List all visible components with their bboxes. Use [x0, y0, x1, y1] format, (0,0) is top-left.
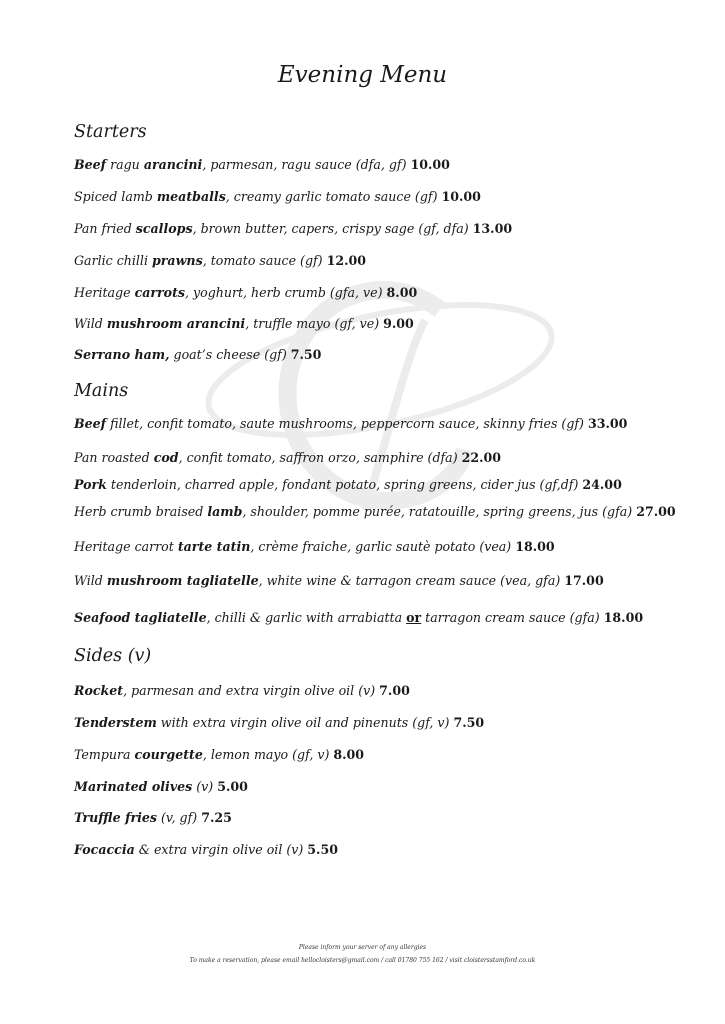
- item-text: tenderloin, charred apple, fondant potato, spring greens, cider jus (gf,df): [106, 477, 583, 492]
- item-price: 18.00: [515, 539, 555, 554]
- menu-item: [74, 842, 338, 857]
- menu-item: [74, 747, 364, 762]
- item-name: courgette: [134, 747, 203, 762]
- menu-item: [74, 477, 622, 492]
- item-name: Seafood tagliatelle: [74, 610, 207, 625]
- item-name: cod: [153, 450, 179, 465]
- item-text: , white wine & tarragon cream sauce (vea, gfa): [258, 573, 565, 588]
- item-price: 12.00: [326, 253, 367, 268]
- item-text: (v): [192, 779, 218, 794]
- section-title-sides: Sides (v): [74, 646, 152, 666]
- menu-item: [74, 539, 555, 554]
- item-text: Garlic chilli: [74, 253, 152, 268]
- item-text: Wild: [74, 573, 107, 588]
- item-price: 27.00: [636, 504, 676, 519]
- item-text: , crème fraiche, garlic sautè potato (vea): [250, 539, 516, 554]
- item-text: goat’s cheese (gf): [169, 347, 291, 362]
- item-name: Marinated olives: [74, 779, 193, 794]
- item-name: mushroom arancini: [106, 316, 246, 331]
- item-name: scallops: [135, 221, 193, 236]
- menu-item: [74, 450, 501, 465]
- item-text: with extra virgin olive oil and pinenuts (gf, v): [156, 715, 454, 730]
- menu-item: [74, 504, 676, 519]
- item-text: , parmesan, ragu sauce (dfa, gf): [202, 157, 411, 172]
- item-text: Pan fried: [74, 221, 136, 236]
- item-price: 7.00: [379, 683, 410, 698]
- item-price: 33.00: [587, 416, 628, 431]
- item-text: , confit tomato, saffron orzo, samphire (dfa): [178, 450, 462, 465]
- item-text: ragu: [106, 157, 144, 172]
- item-name: Beef: [74, 157, 107, 172]
- menu-item: [74, 779, 248, 794]
- item-text: , brown butter, capers, crispy sage (gf, dfa): [192, 221, 473, 236]
- item-text: , yoghurt, herb crumb (gfa, ve): [184, 285, 387, 300]
- item-text: (v, gf): [157, 810, 202, 825]
- section-title-mains: Mains: [74, 381, 129, 401]
- item-name: Beef: [74, 416, 107, 431]
- item-price: 7.50: [453, 715, 485, 730]
- item-text: fillet, confit tomato, saute mushrooms, peppercorn sauce, skinny fries (gf): [106, 416, 588, 431]
- item-price: 7.50: [290, 347, 322, 362]
- menu-item: [74, 347, 321, 362]
- menu-item: [74, 683, 410, 698]
- item-name: meatballs: [156, 189, 226, 204]
- item-price: 8.00: [333, 747, 365, 762]
- menu-item: [74, 810, 232, 825]
- item-text: Spiced lamb: [74, 189, 157, 204]
- item-text: , shoulder, pomme purée, ratatouille, spring greens, jus (gfa): [242, 504, 637, 519]
- item-price: 10.00: [441, 189, 481, 204]
- item-name: Focaccia: [74, 842, 135, 857]
- menu-item: [74, 253, 366, 268]
- menu-item: [74, 573, 604, 588]
- item-price: 8.00: [386, 285, 418, 300]
- item-text: , tomato sauce (gf): [202, 253, 327, 268]
- item-name: mushroom tagliatelle: [106, 573, 259, 588]
- reservation-note: To make a reservation, please email hellocloisters@gmail.com / call 01780 755 162 / visit cloistersstamford.co.uk: [189, 957, 536, 964]
- item-text: Tempura: [74, 747, 135, 762]
- item-price: 17.00: [564, 573, 604, 588]
- item-price: 22.00: [461, 450, 502, 465]
- allergy-note: Please inform your server of any allergies: [298, 944, 427, 951]
- menu-item: [74, 189, 481, 204]
- item-price: 24.00: [582, 477, 622, 492]
- item-name: Pork: [74, 477, 107, 492]
- menu-item: [74, 715, 484, 730]
- item-price: 18.00: [603, 610, 644, 625]
- item-text: , truffle mayo (gf, ve): [245, 316, 384, 331]
- section-title-starters: Starters: [74, 122, 147, 142]
- menu-item: [74, 157, 450, 172]
- item-name: prawns: [151, 253, 203, 268]
- item-text: Heritage carrot: [74, 539, 178, 554]
- item-name: Rocket: [74, 683, 124, 698]
- item-text: , lemon mayo (gf, v): [202, 747, 334, 762]
- item-text: Pan roasted: [74, 450, 154, 465]
- item-text: & extra virgin olive oil (v): [134, 842, 308, 857]
- item-name: carrots: [134, 285, 185, 300]
- item-price: 7.25: [201, 810, 232, 825]
- item-name: Tenderstem: [74, 715, 157, 730]
- item-text: , creamy garlic tomato sauce (gf): [225, 189, 442, 204]
- item-text: , chilli & garlic with arrabiatta: [206, 610, 407, 625]
- menu-item: [74, 610, 643, 625]
- menu-item: [74, 285, 417, 300]
- item-price: 5.00: [217, 779, 248, 794]
- item-price: 5.50: [307, 842, 338, 857]
- item-text: Heritage: [74, 285, 135, 300]
- item-name: arancini: [143, 157, 203, 172]
- menu-item: [74, 416, 627, 431]
- item-text: Wild: [74, 316, 107, 331]
- item-text: , parmesan and extra virgin olive oil (v): [123, 683, 380, 698]
- item-name: Truffle fries: [74, 810, 158, 825]
- item-text: Herb crumb braised: [74, 504, 208, 519]
- menu-item: [74, 316, 414, 331]
- or-connector: or: [406, 610, 422, 625]
- item-price: 10.00: [410, 157, 450, 172]
- item-price: 9.00: [383, 316, 414, 331]
- item-name: tarte tatin: [177, 539, 251, 554]
- page-title: Evening Menu: [277, 62, 448, 88]
- item-name: lamb: [207, 504, 243, 519]
- item-text: tarragon cream sauce (gfa): [421, 610, 604, 625]
- item-name: Serrano ham,: [74, 347, 170, 362]
- menu-item: [74, 221, 512, 236]
- item-price: 13.00: [472, 221, 513, 236]
